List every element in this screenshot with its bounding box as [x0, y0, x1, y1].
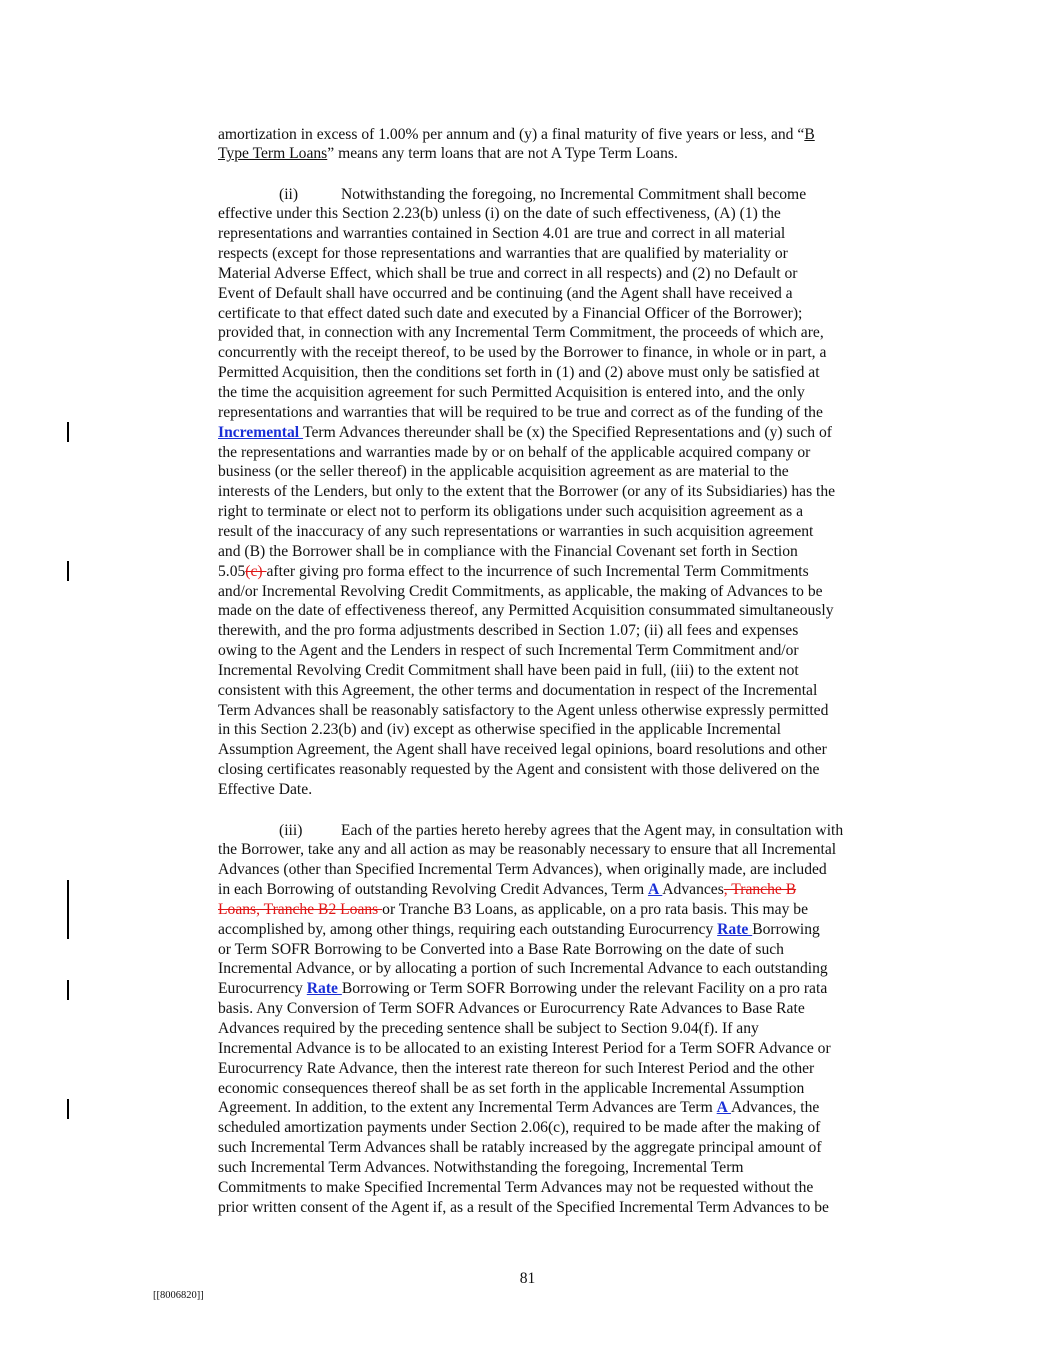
text-run: economic consequences thereof shall be as set forth in the applicable Incremental Assumption [218, 1079, 805, 1097]
change-bar [67, 561, 69, 581]
change-bar [67, 1099, 69, 1119]
text-run: Incremental Revolving Credit Commitment shall have been paid in full, (iii) to the extent not [218, 661, 799, 679]
text-line [218, 462, 908, 482]
text-run: closing certificates reasonably requested by the Agent and consistent with those delivered on the [218, 761, 820, 779]
text-run: such Incremental Term Advances shall be ratably increased by the aggregate principal amount of [218, 1139, 822, 1157]
text-run: in this Section 2.23(b) and (iv) except as otherwise specified in the applicable Incremental [218, 721, 781, 739]
text-line [218, 1138, 908, 1158]
text-run: accomplished by, among other things, requiring each outstanding Eurocurrency [218, 920, 718, 938]
page-number: 81 [519, 1270, 536, 1287]
text-run: Advances [662, 881, 724, 899]
text-line [218, 1098, 908, 1118]
text-run: consistent with this Agreement, the other terms and documentation in respect of the Incremental [218, 681, 818, 699]
text-line [218, 125, 908, 145]
text-line [218, 562, 908, 582]
text-line [218, 760, 908, 780]
text-run: concurrently with the receipt thereof, to be used by the Borrower to finance, in whole or in part, a [218, 344, 827, 362]
text-line [218, 1079, 908, 1099]
text-line [218, 979, 908, 999]
text-run: Commitments to make Specified Incremental Term Advances may not be requested without the [218, 1178, 814, 1196]
text-line [218, 959, 908, 979]
text-line [218, 284, 908, 304]
text-run: prior written consent of the Agent if, as a result of the Specified Incremental Term Advances to be [218, 1198, 829, 1216]
defined-term: Type Term Loans [218, 145, 328, 163]
text-line [218, 144, 908, 164]
text-line [218, 840, 908, 860]
text-line [218, 264, 908, 284]
text-run: basis. Any Conversion of Term SOFR Advances or Eurocurrency Rate Advances to Base Rate [218, 1000, 805, 1018]
text-line [218, 1178, 908, 1198]
inserted-text: Rate [306, 980, 342, 998]
text-run: representations and warranties that will be required to be true and correct as of the funding of the [218, 403, 823, 421]
text-run: Permitted Acquisition, then the conditions set forth in (1) and (2) above must only be satisfied at [218, 364, 820, 382]
text-line [218, 482, 908, 502]
change-bar [67, 980, 69, 1000]
text-line [218, 1158, 908, 1178]
text-line [218, 1198, 908, 1218]
text-run: the time the acquisition agreement for such Permitted Acquisition is entered into, and the only [218, 384, 805, 401]
text-line [218, 720, 908, 740]
text-run: certificate to that effect dated such date and executed by a Financial Officer of the Borrower); [218, 304, 803, 322]
text-run: amortization in excess of 1.00% per annum and (y) a final maturity of five years or less, and “ [218, 125, 805, 143]
text-line [218, 582, 908, 602]
text-run: interests of the Lenders, but only to the extent that the Borrower (or any of its Subsidiaries) has the [218, 483, 836, 501]
text-run: or Tranche B3 Loans, as applicable, on a pro rata basis. This may be [382, 900, 808, 918]
text-line [218, 1019, 908, 1039]
text-run: Advances required by the preceding sentence shall be subject to Section 9.04(f). If any [218, 1020, 759, 1037]
text-run: or Term SOFR Borrowing to be Converted into a Base Rate Borrowing on the date of such [218, 940, 784, 958]
clause-label: (iii) [279, 821, 303, 839]
text-line [218, 621, 908, 641]
text-run: Incremental Advance is to be allocated to an existing Interest Period for a Term SOFR Advance or [218, 1039, 831, 1057]
inserted-text: Incremental [218, 423, 304, 441]
text-line [218, 244, 908, 264]
text-line [218, 860, 908, 880]
clause-label: (ii) [279, 185, 299, 203]
inserted-text: Rate [717, 920, 753, 938]
text-line [218, 880, 908, 900]
text-run: Term Advances shall be reasonably satisfactory to the Agent unless otherwise expressly permitted [218, 701, 829, 719]
inserted-text: A [716, 1099, 731, 1117]
text-line [218, 940, 908, 960]
text-line [218, 1118, 908, 1138]
text-run: and/or Incremental Revolving Credit Commitments, as applicable, the making of Advances to be [218, 582, 823, 600]
text-run: Event of Default shall have occurred and be continuing (and the Agent shall have received a [218, 284, 793, 302]
text-run: made on the date of effectiveness thereof, any Permitted Acquisition consummated simultaneously [218, 602, 834, 620]
change-bar [67, 422, 69, 442]
defined-term: B [804, 125, 815, 143]
text-line [218, 383, 908, 403]
text-line [218, 920, 908, 940]
text-run: Notwithstanding the foregoing, no Incremental Commitment shall become [341, 185, 807, 203]
text-line [218, 423, 908, 443]
text-run: Term Advances thereunder shall be (x) the Specified Representations and (y) such of [303, 423, 832, 441]
text-line [218, 740, 908, 760]
text-line [218, 601, 908, 621]
text-line [218, 443, 908, 463]
text-line [218, 701, 908, 721]
text-run: the Borrower, take any and all action as may be reasonably necessary to ensure that all Incremental [218, 841, 837, 859]
text-run: Incremental Advance, or by allocating a portion of such Incremental Advance to each outstanding [218, 960, 828, 978]
text-run: provided that, in connection with any Incremental Term Commitment, the proceeds of which are, [218, 324, 824, 342]
text-run: such Incremental Term Advances. Notwithstanding the foregoing, Incremental Term [218, 1158, 744, 1176]
text-run: result of the inaccuracy of any such representations or warranties in such acquisition agreement [218, 522, 814, 540]
text-run: owing to the Agent and the Lenders in respect of such Incremental Term Commitment and/or [218, 642, 799, 660]
text-line [218, 780, 908, 800]
text-run: Eurocurrency [218, 980, 307, 998]
text-run: Advances, the [730, 1099, 820, 1117]
deleted-text: (c) [245, 562, 267, 580]
text-run: representations and warranties contained in Section 4.01 are true and correct in all material [218, 225, 786, 243]
text-line [218, 999, 908, 1019]
deleted-text: Loans, Tranche B2 Loans [218, 900, 383, 918]
document-id: [[8006820]] [153, 1290, 204, 1301]
text-run: effective under this Section 2.23(b) unless (i) on the date of such effectiveness, (A) (1) the [218, 205, 781, 223]
inserted-text: A [647, 881, 663, 899]
text-line [218, 522, 908, 542]
text-line [218, 661, 908, 681]
text-line [218, 323, 908, 343]
text-line [218, 542, 908, 562]
change-bar [67, 880, 69, 939]
text-line [218, 1039, 908, 1059]
text-run: right to terminate or elect not to perform its obligations under such acquisition agreement as a [218, 503, 804, 521]
text-run: Each of the parties hereto hereby agrees that the Agent may, in consultation with [341, 821, 844, 839]
text-line [218, 403, 908, 423]
text-run: in each Borrowing of outstanding Revolving Credit Advances, Term [218, 881, 648, 899]
text-line [218, 363, 908, 383]
text-line [218, 821, 908, 841]
text-run: 5.05 [218, 562, 246, 580]
text-run: Advances (other than Specified Incremental Term Advances), when originally made, are included [218, 861, 827, 879]
text-line [218, 641, 908, 661]
text-line [218, 224, 908, 244]
text-run: business (or the seller thereof) in the applicable acquisition agreement as are material to the [218, 463, 789, 481]
text-run: after giving pro forma effect to the incurrence of such Incremental Term Commitments [266, 562, 809, 580]
text-line [218, 304, 908, 324]
text-line [218, 204, 908, 224]
text-run: Agreement. In addition, to the extent any Incremental Term Advances are Term [218, 1099, 717, 1117]
text-run: Eurocurrency Rate Advance, then the interest rate thereon for such Interest Period and the other [218, 1059, 815, 1077]
text-line [218, 502, 908, 522]
text-run: respects (except for those representations and warranties that are qualified by materiality or [218, 245, 788, 263]
text-run: ” means any term loans that are not A Type Term Loans. [327, 145, 678, 163]
text-line [218, 681, 908, 701]
text-line [218, 185, 908, 205]
text-run: Assumption Agreement, the Agent shall have received legal opinions, board resolutions and other [218, 741, 827, 759]
text-line [218, 343, 908, 363]
text-run: therewith, and the pro forma adjustments described in Section 1.07; (ii) all fees and expenses [218, 622, 799, 640]
text-line [218, 900, 908, 920]
text-run: and (B) the Borrower shall be in compliance with the Financial Covenant set forth in Section [218, 542, 798, 560]
text-run: scheduled amortization payments under Section 2.06(c), required to be made after the making of [218, 1119, 821, 1137]
deleted-text: , Tranche B [723, 881, 797, 899]
text-run: Borrowing [752, 920, 820, 938]
text-run: Borrowing or Term SOFR Borrowing under the relevant Facility on a pro rata [341, 980, 828, 998]
text-run: Material Adverse Effect, which shall be true and correct in all respects) and (2) no Default or [218, 264, 798, 282]
text-run: the representations and warranties made by or on behalf of the applicable acquired company or [218, 443, 811, 461]
text-line [218, 1059, 908, 1079]
text-run: Effective Date. [218, 781, 313, 798]
